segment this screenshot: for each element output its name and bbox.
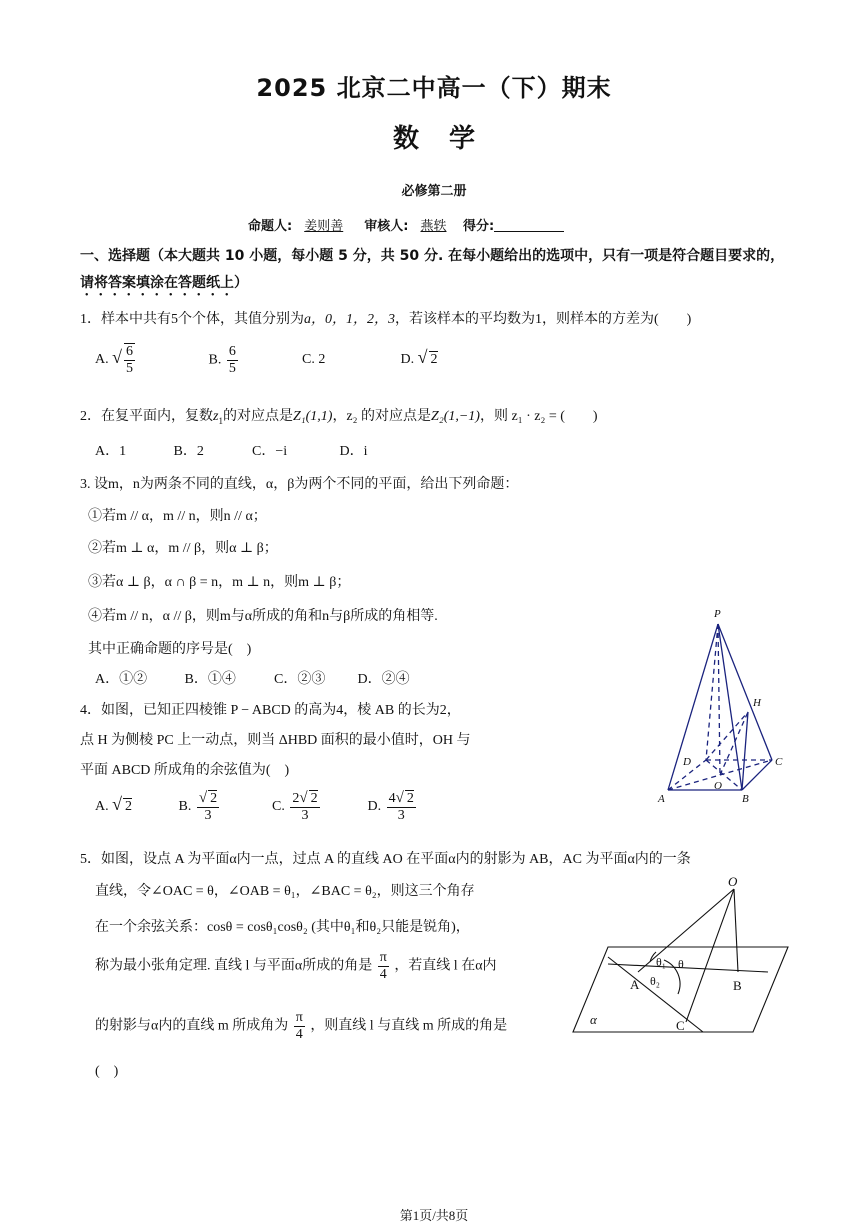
q4-line-1: 4．如图，已知正四棱锥 P − ABCD 的高为4，棱 AB 的长为2， bbox=[80, 703, 461, 718]
sqrt-icon: √ bbox=[112, 794, 123, 815]
q5-line-4 bbox=[95, 950, 497, 983]
author-line bbox=[248, 215, 564, 234]
q4-c-coef: 2 bbox=[292, 791, 300, 806]
q4-c-den: 3 bbox=[301, 808, 309, 823]
q2-z1: z bbox=[213, 409, 219, 424]
section-heading-text: 一、选择题（本大题共 10 小题，每小题 5 分，共 50 分. 在每小题给出的选项中，只有一项是符合题目要求的， bbox=[80, 248, 785, 264]
q5-line-5a: 的射影与α内的直线 m 所成角为 bbox=[95, 1018, 289, 1034]
q4-option-d[interactable] bbox=[368, 790, 418, 824]
q1-option-a-label: A. bbox=[95, 352, 109, 368]
reviewer-name: 燕轶 bbox=[420, 219, 447, 234]
q3-options bbox=[95, 668, 410, 688]
reviewer-label: 审核人: bbox=[364, 219, 409, 234]
q3-proposition-4: ④若m // n，α // β，则m与α所成的角和n与β所成的角相等. bbox=[88, 609, 438, 624]
q1-b-num: 6 bbox=[228, 343, 236, 359]
q4-option-b-label: B. bbox=[178, 799, 192, 815]
label-d: D bbox=[683, 756, 691, 768]
q2-option-b[interactable]: B．2 bbox=[173, 444, 204, 459]
label-alpha: α bbox=[590, 1012, 597, 1027]
q3-proposition-2: ②若m ⊥ α，m // β，则α ⊥ β； bbox=[88, 541, 278, 556]
sqrt-icon: √ bbox=[198, 790, 208, 806]
q2-options bbox=[95, 440, 368, 460]
label-c2: C bbox=[676, 1018, 685, 1033]
section-instruction: 请将答案填涂在答题纸上 bbox=[80, 275, 234, 291]
q4-d-num: 2 bbox=[406, 791, 414, 806]
label-h: H bbox=[753, 697, 761, 709]
q3-option-a[interactable]: A．①② bbox=[95, 672, 148, 687]
q2-option-a[interactable]: A．1 bbox=[95, 444, 127, 459]
q1-a-den: 5 bbox=[126, 361, 134, 376]
q3-ask: 其中正确命题的序号是( ) bbox=[88, 642, 252, 657]
question-3: 3. 设m，n为两条不同的直线，α，β为两个不同的平面，给出下列命题： bbox=[80, 477, 519, 492]
q4-b-num: 2 bbox=[210, 791, 218, 806]
q1-option-b-label: B. bbox=[208, 352, 222, 368]
score-label: 得分: bbox=[463, 219, 495, 234]
q1-b-den: 5 bbox=[228, 360, 236, 376]
q4-option-a-label: A. bbox=[95, 799, 109, 815]
q5-frac-four: 4 bbox=[379, 967, 387, 982]
q4-option-d-label: D. bbox=[367, 799, 382, 815]
q4-b-den: 3 bbox=[204, 808, 212, 823]
q4-option-b[interactable] bbox=[179, 790, 269, 824]
q2-point1: Z₁(1,1) bbox=[292, 409, 333, 424]
q4-option-c-label: C. bbox=[272, 799, 285, 815]
label-c: C bbox=[775, 756, 783, 768]
subject-heading: 数学 bbox=[392, 124, 505, 154]
label-theta1: θ₁ bbox=[656, 955, 666, 969]
q5-line-5b: ，则直线 l 与直线 m 所成的角是 bbox=[310, 1018, 508, 1034]
question-1 bbox=[80, 308, 691, 328]
q5-line-1: 5．如图，设点 A 为平面α内一点，过点 A 的直线 AO 在平面α内的射影为 AB，AC 为平面α内的一条 bbox=[80, 852, 691, 867]
q1-tail: ，若该样本的平均数为1，则样本的方差为( ) bbox=[395, 312, 692, 327]
q5-line-3: 在一个余弦关系：cosθ = cosθ₁cosθ₂ (其中θ₁和θ₂只能是锐角)， bbox=[95, 920, 470, 935]
q2-option-c[interactable]: C．−i bbox=[252, 444, 288, 459]
label-o2: O bbox=[728, 874, 738, 889]
label-o: O bbox=[714, 780, 722, 792]
q1-option-a[interactable] bbox=[95, 343, 205, 377]
q4-option-a[interactable] bbox=[95, 794, 175, 815]
q4-option-c[interactable] bbox=[272, 790, 364, 824]
q5-line-4a: 称为最小张角定理. 直线 l 与平面α所成的角是 bbox=[95, 958, 373, 974]
q1-text: 1．样本中共有5个个体，其值分别为 bbox=[80, 312, 304, 327]
score-blank bbox=[494, 219, 564, 232]
q5-frac-pi: π bbox=[379, 950, 387, 965]
label-b2: B bbox=[733, 978, 742, 993]
sqrt-icon: √ bbox=[112, 347, 123, 368]
q4-a-rad: 2 bbox=[125, 799, 133, 815]
label-p: P bbox=[714, 608, 721, 620]
q4-c-num: 2 bbox=[310, 791, 318, 806]
q5-line-4b: ，若直线 l 在α内 bbox=[394, 958, 497, 974]
section-heading-end: ） bbox=[234, 275, 248, 291]
setter-label: 命题人: bbox=[248, 219, 293, 234]
sqrt-icon: √ bbox=[395, 790, 404, 806]
pyramid-figure bbox=[650, 602, 790, 812]
q4-d-coef: 4 bbox=[388, 791, 396, 806]
q4-line-3: 平面 ABCD 所成角的余弦值为( ) bbox=[80, 763, 290, 778]
q3-option-c[interactable]: C．②③ bbox=[274, 672, 326, 687]
label-a: A bbox=[658, 793, 665, 805]
q2-mid2: ，z₂ 的对应点是 bbox=[332, 409, 432, 424]
q3-proposition-1: ①若m // α，m // n，则n // α； bbox=[88, 509, 267, 524]
q1-d-rad: 2 bbox=[430, 352, 438, 368]
q2-point2: Z₂(1,−1) bbox=[431, 409, 480, 424]
q1-option-b[interactable] bbox=[209, 344, 299, 377]
q4-d-den: 3 bbox=[397, 808, 405, 823]
q5-frac-pi-2: π bbox=[295, 1010, 303, 1025]
section-heading bbox=[80, 243, 792, 299]
q2-text: 2．在复平面内，复数 bbox=[80, 409, 213, 424]
setter-name: 姜则善 bbox=[304, 219, 344, 234]
q1-option-c[interactable]: C. 2 bbox=[302, 352, 326, 368]
question-2: 2．在复平面内，复数$z_1$的对应点是Z₁(1,1)，z₂ 的对应点是Z₂(1,−1)，则 z₁ · z₂ = ( ) bbox=[80, 409, 598, 426]
q1-option-d[interactable] bbox=[401, 347, 438, 368]
q2-option-d[interactable]: D．i bbox=[339, 444, 368, 459]
plane-figure bbox=[568, 872, 793, 1040]
page-title: 2025 北京二中高一（下）期末 bbox=[256, 74, 612, 102]
q3-option-b[interactable]: B．①④ bbox=[184, 672, 236, 687]
q5-line-5 bbox=[95, 1010, 507, 1043]
label-theta: θ bbox=[678, 957, 684, 971]
q1-options bbox=[95, 343, 438, 377]
q2-tail: ，则 z₁ · z₂ = ( ) bbox=[479, 409, 598, 424]
label-a2: A bbox=[630, 977, 640, 992]
q2-mid1: 的对应点是 bbox=[222, 409, 293, 424]
q3-option-d[interactable]: D．②④ bbox=[357, 672, 410, 687]
q1-values: a，0，1，2，3 bbox=[304, 312, 395, 327]
label-b: B bbox=[742, 793, 749, 805]
q4-line-2: 点 H 为侧棱 PC 上一动点，则当 ΔHBD 面积的最小值时，OH 与 bbox=[80, 733, 471, 748]
q1-option-d-label: D. bbox=[400, 352, 415, 368]
q5-frac-four-2: 4 bbox=[295, 1027, 303, 1042]
q4-options bbox=[95, 790, 418, 824]
sqrt-icon: √ bbox=[417, 347, 428, 368]
q1-a-num: 6 bbox=[126, 344, 134, 359]
q5-line-2: 直线，令∠OAC = θ，∠OAB = θ₁，∠BAC = θ₂，则这三个角存 bbox=[95, 884, 475, 899]
book-label: 必修第二册 bbox=[401, 184, 467, 199]
q3-proposition-3: ③若α ⊥ β，α ∩ β = n，m ⊥ n，则m ⊥ β； bbox=[88, 575, 351, 590]
q5-answer-blank: ( ) bbox=[95, 1064, 119, 1079]
page-footer: 第1页/共8页 bbox=[399, 1208, 469, 1223]
sqrt-icon: √ bbox=[299, 790, 308, 806]
label-theta2: θ₂ bbox=[650, 974, 660, 988]
